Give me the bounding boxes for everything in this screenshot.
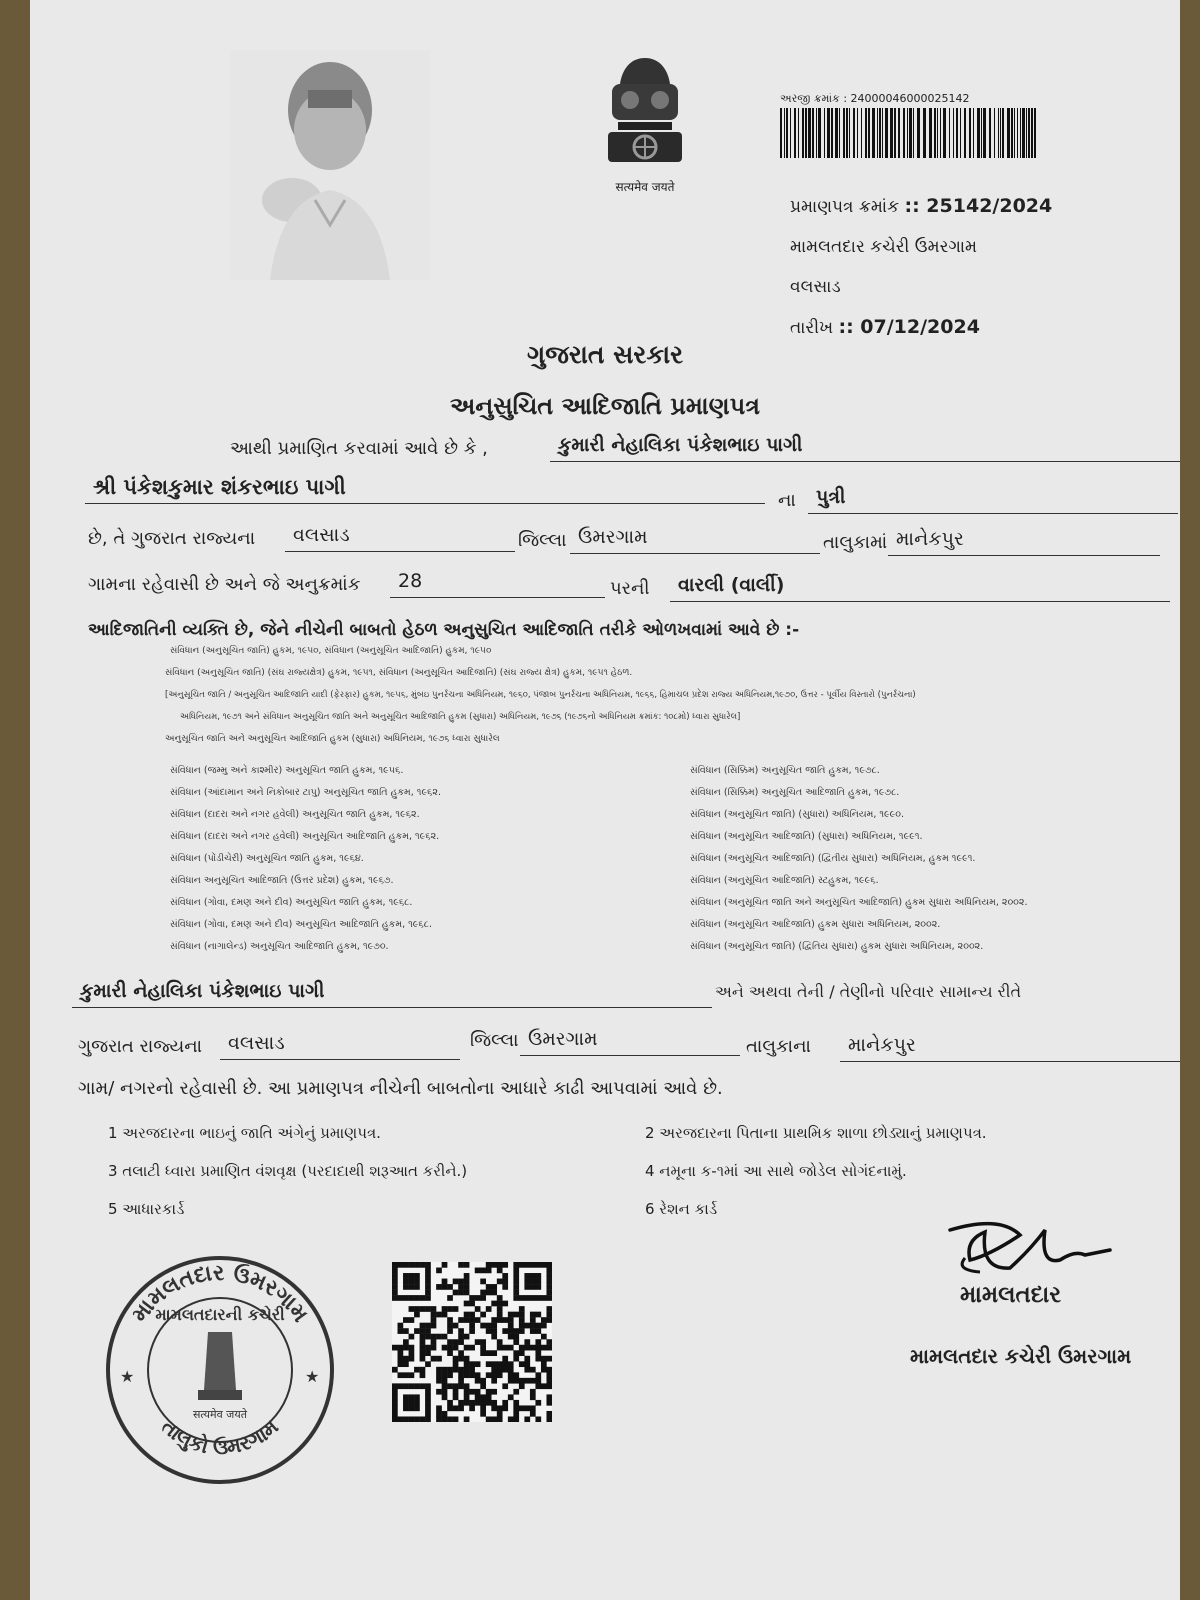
order-item: સંવિધાન (દાદરા અને નગર હવેલી) અનુસૂચિત આદિજાતિ હુકમ, ૧૯૬૨.	[170, 831, 440, 842]
order-item: સંવિધાન (અનુસૂચિત આદિજાતિ) હુકમ સુધારા અધિનિયમ, ૨૦૦૨.	[690, 919, 941, 930]
intro-text: આથી પ્રમાણિત કરવામાં આવે છે કે ,	[230, 438, 488, 459]
tribe-name: વારલી (વાર્લી)	[670, 570, 1170, 602]
document-item: 6 રેશન કાર્ડ	[645, 1200, 718, 1218]
document-item: 4 નમૂના ક-૧માં આ સાથે જોડેલ સોગંદનામું.	[645, 1162, 907, 1180]
resident-text: ગામના રહેવાસી છે અને જે અનુક્રમાંક	[88, 574, 361, 595]
orders-right-column	[690, 760, 1028, 958]
order-item: સંવિધાન (પોંડીચેરી) અનુસૂચિત જાતિ હુકમ, ૧૯૬૪.	[170, 853, 364, 864]
star-icon: ★	[305, 1367, 320, 1386]
document-item: 1 અરજદારના ભાઇનું જાતિ અંગેનું પ્રમાણપત્ર.	[108, 1124, 381, 1142]
order-line: [અનુસૂચિત જાતિ / અનુસૂચિત આદિજાતિ યાદી (ફેરફાર) હુકમ, ૧૯૫૬, મુંબઇ પુનર્રચના અધિનિયમ, ૧૯૬૦, પંજાબ પુનર્રચના અધિનિયમ, ૧૯૬૬, હિમાચલ પ્રદેશ રાજ્ય અધિનિયમ,૧૯૭૦, ઉત્તર - પૂર્વીય વિસ્તારો (પુનર્રચના)	[165, 690, 916, 700]
of-text: પરની	[610, 578, 650, 599]
seal-emblem-icon	[204, 1332, 236, 1390]
order-item: સંવિધાન (અનુસૂચિત આદિજાતિ) સ્ટહુકમ, ૧૯૯૬.	[690, 875, 879, 886]
emblem-motto: सत्यमेव जयते	[615, 180, 675, 194]
signature-image	[910, 1210, 1120, 1290]
order-item: સંવિધાન (સિક્કિમ) અનુસૂચિત આદિજાતિ હુકમ, ૧૯૭૮.	[690, 787, 900, 798]
district-label: જિલ્લા	[518, 530, 567, 551]
recognition-text: આદિજાતિની વ્યક્તિ છે, જેને નીચેની બાબતો હેઠળ અનુસુચિત આદિજાતિ તરીકે ઓળખવામાં આવે છે :-	[88, 620, 800, 640]
residence-name: કુમારી નેહાલિકા પંકેશભાઇ પાગી	[72, 976, 712, 1008]
serial-number: 28	[390, 566, 605, 598]
village-value: માનેકપુર	[888, 524, 1160, 556]
issuing-office: મામલતદાર કચેરી ઉમરગામ	[790, 237, 978, 257]
relation: પુત્રી	[808, 482, 1178, 514]
seal-bottom-text: તાલુકો ઉમરગામ	[157, 1414, 283, 1460]
government-title: ગુજરાત સરકાર	[526, 340, 684, 369]
order-item: સંવિધાન (આંદામાન અને નિકોબાર ટાપુ) અનુસૂચિત જાતિ હુકમ, ૧૯૬૨.	[170, 787, 441, 798]
order-item: સંવિધાન (સિક્કિમ) અનુસૂચિત જાતિ હુકમ, ૧૯૭૮.	[690, 765, 880, 776]
family-text: અને અથવા તેની / તેણીનો પરિવાર સામાન્ય રીતે	[715, 982, 1022, 1001]
residence-taluka-label: તાલુકાના	[746, 1036, 811, 1057]
order-item: સંવિધાન (અનુસૂચિત જાતિ અને અનુસૂચિત આદિજાતિ) હુકમ સુધારા અધિનિયમ, ૨૦૦૨.	[690, 897, 1028, 908]
official-seal	[100, 1250, 340, 1490]
certificate-title: અનુસુચિત આદિજાતિ પ્રમાણપત્ર	[450, 392, 760, 420]
application-number-value: : 24000046000025142	[843, 92, 970, 105]
applicant-photo	[230, 50, 430, 280]
application-number-label: અરજી ક્રમાંક	[780, 92, 840, 105]
order-item: સંવિધાન (દાદરા અને નગર હવેલી) અનુસૂચિત જાતિ હુકમ, ૧૯૬૨.	[170, 809, 420, 820]
certificate-number-value: :: 25142/2024	[904, 195, 1053, 217]
residence-village: માનેકપુર	[840, 1030, 1180, 1062]
residence-taluka: ઉમરગામ	[520, 1024, 740, 1056]
documents-left	[108, 1114, 467, 1228]
document-item: 3 તલાટી ધ્વારા પ્રમાણિત વંશવૃક્ષ (પરદાદાથી શરૂઆત કરીને.)	[108, 1162, 468, 1180]
order-item: સંવિધાન (ગોવા, દમણ અને દીવ) અનુસૂચિત જાતિ હુકમ, ૧૯૬૮.	[170, 897, 413, 908]
order-line: અધિનિયમ, ૧૯૭૧ અને સંવિધાન અનુસૂચિત જાતિ અને અનુસૂચિત આદિજાતિ હુકમ (સુધારા) અધિનિયમ, ૧૯૭૬ (૧૯૭૬નો અધિનિયમ ક્રમાંક: ૧૦૮મો) ધ્વારા સુધારેલ]	[180, 712, 741, 722]
order-item: સંવિધાન (ગોવા, દમણ અને દીવ) અનુસૂચિત આદિજાતિ હુકમ, ૧૯૬૮.	[170, 919, 432, 930]
certificate-number-label: પ્રમાણપત્ર ક્રમાંક	[790, 197, 900, 217]
application-number	[780, 92, 970, 106]
residence-district-label: જિલ્લા	[470, 1030, 519, 1051]
signatory-title: મામલતદાર	[960, 1282, 1062, 1308]
order-item: સંવિધાન (અનુસૂચિત જાતિ) (દ્વિતિય સુધારા) હુકમ સુધારા અધિનિયમ, ૨૦૦૨.	[690, 941, 984, 952]
taluka-label: તાલુકામાં	[823, 532, 888, 553]
issue-date-value: :: 07/12/2024	[838, 316, 980, 338]
seal-middle-text: મામલતદારની કચેરી	[155, 1305, 285, 1324]
document-item: 5 આધારકાર્ડ	[108, 1200, 185, 1218]
document-item: 2 અરજદારના પિતાના પ્રાથમિક શાળા છોડ્યાનું પ્રમાણપત્ર.	[645, 1124, 987, 1142]
residence-district: વલસાડ	[220, 1028, 460, 1060]
seal-top-text: મામલતદાર ઉમરગામ	[127, 1260, 313, 1327]
order-item: સંવિધાન (નાગાલેન્ડ) અનુસૂચિત આદિજાતિ હુકમ, ૧૯૭૦.	[170, 941, 389, 952]
order-item: સંવિધાન અનુસૂચિત આદિજાતિ (ઉત્તર પ્રદેશ) હુકમ, ૧૯૬૭.	[170, 875, 394, 886]
na-text: ના	[778, 490, 796, 511]
svg-text:તાલુકો ઉમરગામ	[157, 1414, 283, 1459]
seal-motto: सत्यमेव जयते	[192, 1408, 248, 1421]
ashoka-emblem-icon	[590, 50, 700, 175]
order-line: સંવિધાન (અનુસૂચિત જાતિ) (સંઘ રાજ્યક્ષેત્ર) હુકમ, ૧૯૫૧, સંવિધાન (અનુસૂચિત આદિજાતિ) (સંઘ રાજ્ય ક્ષેત્ર) હુકમ, ૧૯૫૧ હેઠળ.	[165, 668, 633, 678]
order-item: સંવિધાન (અનુસૂચિત જાતિ) (સુધારા) અધિનિયમ, ૧૯૯૦.	[690, 809, 905, 820]
certificate-number	[790, 186, 1052, 227]
signatory-office: મામલતદાર કચેરી ઉમરગામ	[910, 1344, 1132, 1368]
district-value: વલસાડ	[285, 520, 515, 552]
issuing-district: વલસાડ	[790, 277, 841, 297]
orders-left-column	[170, 760, 441, 958]
order-line: અનુસૂચિત જાતિ અને અનુસૂચિત આદિજાતિ હુકમ (સુધારા) અધિનિયમ, ૧૯૭૬ ધ્વારા સુધારેલ	[165, 734, 500, 744]
certificate-info	[790, 186, 1052, 348]
qr-code	[392, 1262, 552, 1422]
order-item: સંવિધાન (અનુસૂચિત આદિજાતિ) (દ્વિતીય સુધારા) અધિનિયમ, હુકમ ૧૯૯૧.	[690, 853, 976, 864]
barcode	[780, 108, 1040, 158]
certificate-page	[30, 0, 1180, 1600]
national-emblem	[590, 50, 700, 194]
residence-state-text: ગુજરાત રાજ્યના	[78, 1036, 203, 1057]
applicant-name: કુમારી નેહાલિકા પંકેશભાઇ પાગી	[550, 430, 1180, 462]
order-line: સંવિધાન (અનુસૂચિત જાતિ) હુકમ, ૧૯૫૦, સંવિધાન (અનુસૂચિત આદિજાતિ) હુકમ, ૧૯૫૦	[170, 646, 492, 656]
star-icon: ★	[120, 1367, 135, 1386]
state-text: છે, તે ગુજરાત રાજ્યના	[88, 528, 256, 549]
basis-text: ગામ/ નગરનો રહેવાસી છે. આ પ્રમાણપત્ર નીચેની બાબતોના આધારે કાઢી આપવામાં આવે છે.	[78, 1078, 723, 1099]
father-name: શ્રી પંકેશકુમાર શંકરભાઇ પાગી	[85, 472, 765, 504]
order-item: સંવિધાન (અનુસૂચિત આદિજાતિ) (સુધારા) અધિનિયમ, ૧૯૯૧.	[690, 831, 923, 842]
order-item: સંવિધાન (જમ્મુ અને કાશ્મીર) અનુસૂચિત જાતિ હુકમ, ૧૯૫૬.	[170, 765, 404, 776]
issue-date-label: તારીખ	[790, 318, 834, 338]
taluka-value: ઉમરગામ	[570, 522, 820, 554]
